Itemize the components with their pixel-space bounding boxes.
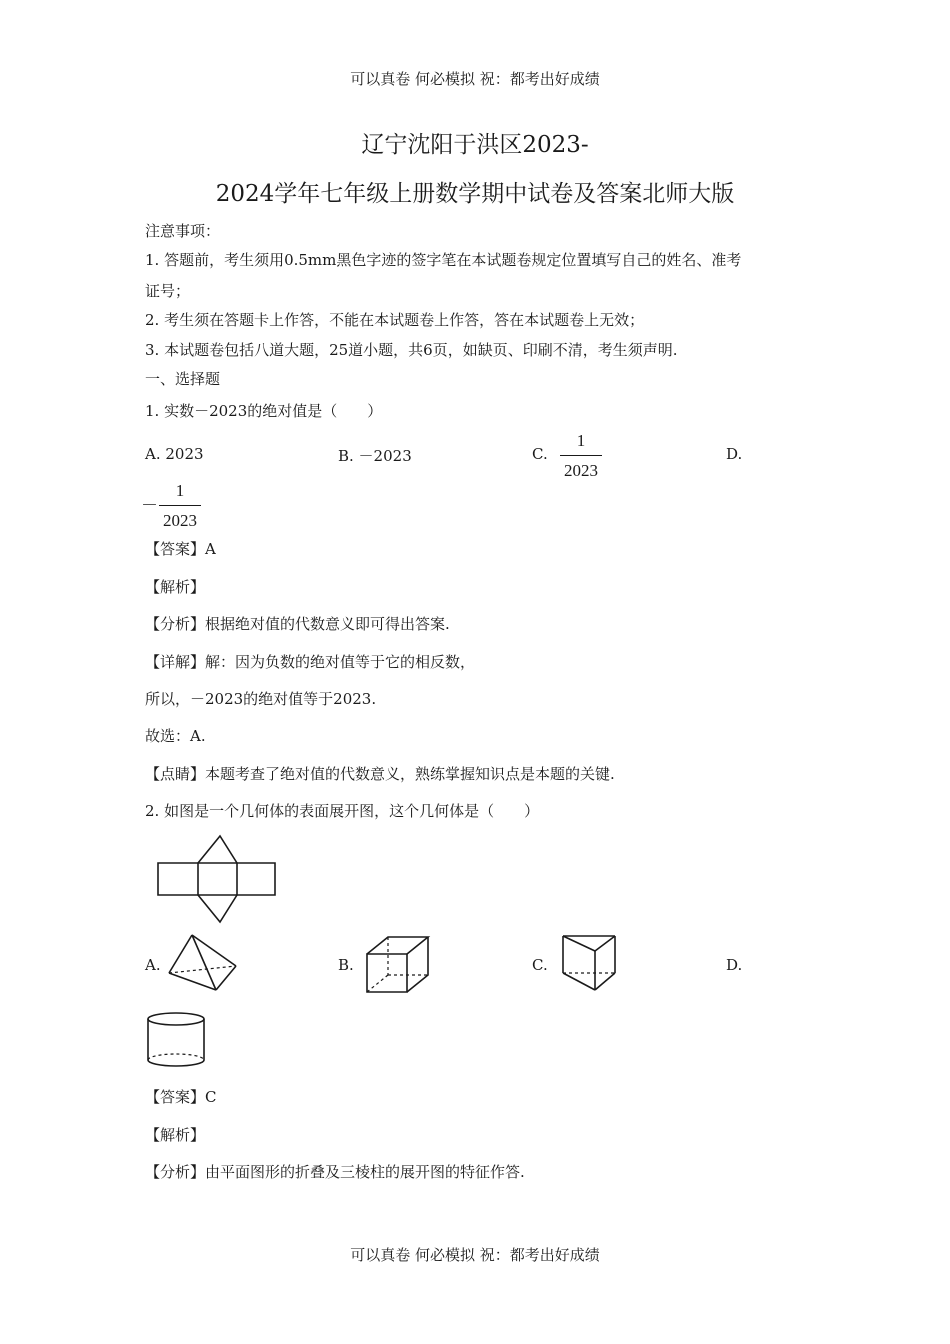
notes-heading: 注意事项： — [145, 222, 221, 240]
question-1-option-d-label: D. — [726, 445, 743, 463]
fraction-denominator: 2023 — [163, 511, 197, 530]
question-2-analysis: 【分析】由平面图形的折叠及三棱柱的展开图的特征作答. — [145, 1163, 525, 1181]
question-2-stem: 2. 如图是一个几何体的表面展开图，这个几何体是（ ） — [145, 802, 540, 820]
question-2-option-c-label: C. — [532, 956, 548, 974]
cube-icon — [364, 934, 432, 996]
question-1-option-c-fraction — [560, 430, 602, 482]
question-1-detail: 【详解】解：因为负数的绝对值等于它的相反数， — [145, 653, 476, 671]
notes-item-1: 1. 答题前，考生须用0.5mm黑色字迹的签字笔在本试题卷规定位置填写自己的姓名、准考 — [145, 251, 742, 269]
cylinder-icon — [144, 1010, 208, 1070]
question-1-answer: 【答案】A — [145, 540, 216, 558]
question-2-option-a-label: A. — [145, 956, 161, 974]
question-1-option-b: B. －2023 — [338, 447, 412, 465]
question-1-analysis: 【分析】根据绝对值的代数意义即可得出答案. — [145, 615, 450, 633]
notes-item-2: 2. 考生须在答题卡上作答，不能在本试题卷上作答，答在本试题卷上无效； — [145, 311, 645, 329]
question-1-detail-cont: 所以，－2023的绝对值等于2023. — [145, 690, 377, 708]
triangular-prism-net-icon — [155, 832, 280, 924]
section-heading-choice: 一、选择题 — [145, 370, 221, 388]
question-2-option-b-label: B. — [338, 956, 354, 974]
tetrahedron-icon — [166, 932, 238, 994]
notes-item-1-cont: 证号； — [145, 282, 191, 300]
fraction-numerator: 1 — [576, 431, 586, 450]
question-1-jiexi: 【解析】 — [145, 578, 206, 596]
question-1-stem: 1. 实数－2023的绝对值是（ ） — [145, 402, 383, 420]
question-2-option-d-label: D. — [726, 956, 743, 974]
question-2-jiexi: 【解析】 — [145, 1126, 206, 1144]
triangular-prism-icon — [560, 933, 618, 993]
question-1-option-d-sign: － — [141, 496, 158, 516]
fraction-bar — [159, 505, 201, 506]
question-1-comment: 【点睛】本题考查了绝对值的代数意义，熟练掌握知识点是本题的关键. — [145, 765, 615, 783]
fraction-denominator: 2023 — [564, 461, 598, 480]
page-header: 可以真卷 何必模拟 祝：都考出好成绩 — [350, 70, 600, 88]
question-2-answer: 【答案】C — [145, 1088, 217, 1106]
question-1-choice: 故选：A. — [145, 727, 206, 745]
page-title-line1: 辽宁沈阳于洪区2023- — [361, 132, 589, 158]
page-title-line2: 2024学年七年级上册数学期中试卷及答案北师大版 — [215, 181, 735, 207]
question-1-option-c-label: C. — [532, 445, 548, 463]
page-footer: 可以真卷 何必模拟 祝：都考出好成绩 — [350, 1246, 600, 1264]
fraction-numerator: 1 — [175, 481, 185, 500]
question-1-option-d-fraction — [159, 480, 201, 532]
notes-item-3: 3. 本试题卷包括八道大题，25道小题，共6页，如缺页、印刷不清，考生须声明. — [145, 341, 678, 359]
question-1-option-a: A. 2023 — [145, 445, 204, 463]
fraction-bar — [560, 455, 602, 456]
